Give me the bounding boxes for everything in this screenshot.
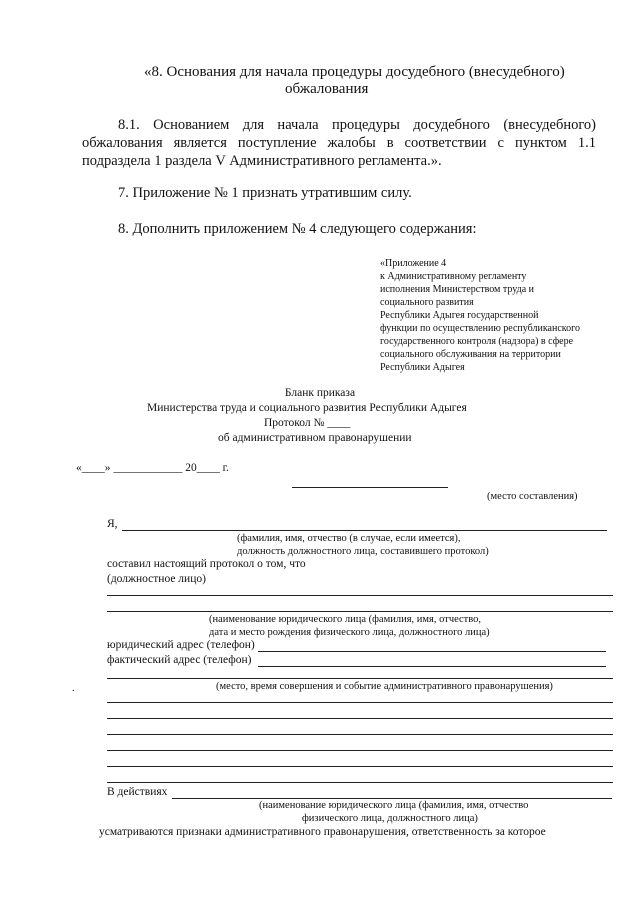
actions-caption-2: физического лица, должностного лица) [302,813,478,824]
para-81-line1: 8.1. Основанием для начала процедуры досудебного (внесудебного) [118,117,596,133]
appendix-line: исполнения Министерством труда и [380,284,534,295]
official-label: (должностное лицо) [107,573,206,585]
composed-text: составил настоящий протокол о том, что [107,558,306,570]
fio-caption-2: должность должностного лица, составившего протокол) [237,546,489,557]
entity-caption-2: дата и место рождения физического лица, должностного лица) [209,627,490,638]
event-line-3 [107,734,613,735]
appendix-line: «Приложение 4 [380,258,447,269]
appendix-line: к Административному регламенту [380,271,527,282]
item-8: 8. Дополнить приложением № 4 следующего содержания: [118,221,477,237]
event-caption: (место, время совершения и событие административного правонарушения) [216,681,553,692]
fio-caption-1: (фамилия, имя, отчество (в случае, если имеется), [237,533,461,544]
fio-field-line [122,530,607,531]
item-7: 7. Приложение № 1 признать утратившим силу. [118,185,412,201]
place-caption: (место составления) [487,491,578,502]
actions-caption-1: (наименование юридического лица (фамилия, имя, отчество [259,800,529,811]
appendix-header [380,257,580,374]
i-label: Я, [107,518,118,530]
legal-address-label: юридический адрес (телефон) [107,639,255,651]
actual-address-label: фактический адрес (телефон) [107,654,252,666]
event-line-6 [107,782,613,783]
event-line-1 [107,702,613,703]
entity-caption-1: (наименование юридического лица (фамилия, имя, отчество, [209,614,482,625]
para-81-line2: обжалования является поступление жалобы в соответствии с пунктом 1.1 [82,135,596,151]
last-line: усматриваются признаки административного правонарушения, ответственность за которое [99,826,546,838]
event-field-line [107,678,613,679]
actions-label: В действиях [107,786,168,798]
event-line-4 [107,750,613,751]
event-line-2 [107,718,613,719]
event-line-5 [107,766,613,767]
blank-title: Бланк приказа [284,387,356,399]
appendix-line: функции по осуществлению республиканского [380,323,580,334]
actual-address-line [258,666,606,667]
legal-address-line [258,651,606,652]
appendix-line: Республики Адыгея государственной [380,310,539,321]
section-title-line2: обжалования [285,81,369,97]
protocol-subtitle: об административном правонарушении [218,432,412,444]
margin-dot: . [72,683,75,694]
para-81-line3: подраздела 1 раздела V Административного регламента.». [82,153,442,169]
entity-field-line-2 [107,611,613,612]
section-title-line1: «8. Основания для начала процедуры досудебного (внесудебного) [144,64,565,80]
protocol-number: Протокол № ____ [264,417,351,429]
place-field-line [292,487,448,488]
appendix-line: социального обслуживания на территории [380,349,561,360]
appendix-line: социального развития [380,297,474,308]
appendix-line: Республики Адыгея [380,362,465,373]
date-line: «____» ____________ 20____ г. [76,462,229,474]
appendix-line: государственного контроля (надзора) в сфере [380,336,574,347]
entity-field-line-1 [107,595,613,596]
blank-ministry: Министерства труда и социального развития Республики Адыгея [147,402,467,414]
actions-field-line [172,798,612,799]
